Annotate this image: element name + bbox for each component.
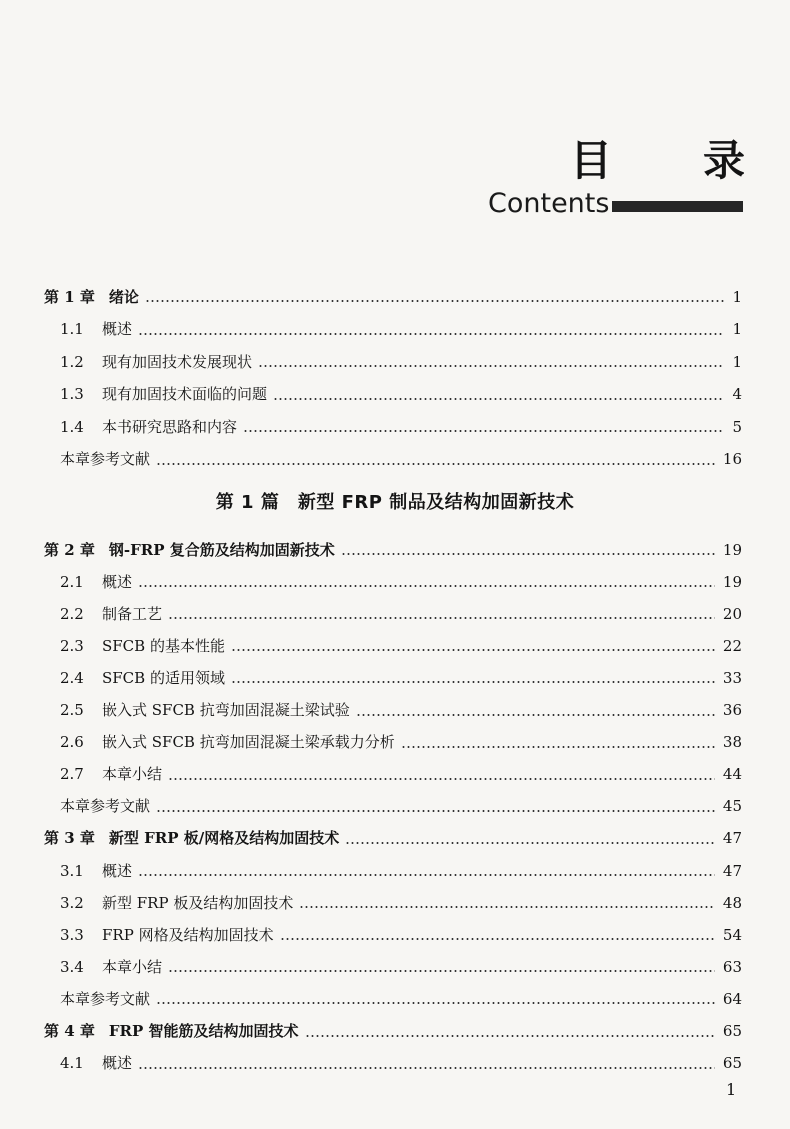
toc-entry-lead (60, 322, 132, 337)
toc-dot-leader (156, 463, 715, 465)
toc-dot-leader (305, 1035, 715, 1037)
toc-entry-section[interactable] (0, 890, 790, 916)
toc-dot-leader (168, 617, 715, 619)
toc-entry-page: 19 (722, 572, 742, 591)
toc-entry-title: 本章参考文献 (60, 797, 151, 816)
toc-dot-leader (356, 714, 715, 716)
toc-entry-number: 第 4 章 (44, 1022, 95, 1040)
toc-entry-lead (44, 287, 139, 306)
toc-dot-leader (345, 842, 715, 844)
toc-entry-lead (60, 352, 253, 371)
toc-entry-page: 36 (722, 701, 742, 719)
toc-dot-leader (231, 681, 715, 683)
toc-dot-leader (138, 1067, 715, 1069)
toc-entry-title: SFCB 的基本性能 (102, 636, 225, 655)
toc-entry-lead (60, 735, 395, 750)
toc-entry-number: 1.4 (60, 417, 84, 436)
toc-entry-page: 1 (732, 287, 742, 306)
toc-entry-section[interactable] (0, 954, 790, 980)
toc-entry-lead (60, 417, 238, 436)
toc-entry-page: 22 (722, 636, 742, 655)
part-heading: 第 1 篇 新型 FRP 制品及结构加固新技术 (215, 492, 575, 513)
toc-entry-section[interactable] (0, 601, 790, 627)
toc-entry-page: 1 (732, 352, 742, 371)
toc-entry-number: 2.4 (60, 668, 84, 687)
toc-dot-leader (258, 365, 724, 367)
toc-entry-page: 45 (722, 797, 742, 816)
toc-entry-page: 38 (722, 733, 742, 752)
toc-entry-section[interactable] (0, 922, 790, 948)
toc-entry-page: 1 (732, 320, 742, 338)
toc-entry-page: 5 (732, 417, 742, 436)
toc-entry-title: 新型 FRP 板/网格及结构加固技术 (108, 829, 340, 848)
toc-entry-page: 48 (722, 893, 742, 912)
toc-entry-page: 65 (722, 1022, 742, 1040)
toc-entry-section[interactable] (0, 414, 790, 440)
toc-entry-lead (60, 861, 133, 880)
toc-entry-title: 概述 (102, 861, 133, 880)
footer-page-number: 1 (726, 1080, 737, 1099)
toc-entry-page: 4 (732, 385, 742, 403)
toc-entry-page: 47 (722, 861, 742, 880)
toc-dot-leader (341, 553, 715, 555)
toc-dot-leader (138, 585, 715, 587)
toc-entry-number: 3.3 (60, 925, 84, 944)
toc-entry-number: 3.4 (60, 957, 84, 976)
toc-header-english: Contents (488, 188, 610, 219)
toc-entry-number: 1.1 (60, 320, 84, 338)
toc-entry-title: 本书研究思路和内容 (102, 417, 238, 436)
toc-entry-chapter[interactable] (0, 284, 790, 310)
toc-entry-section[interactable] (0, 317, 790, 343)
toc-entry-page: 33 (722, 668, 742, 687)
toc-entry-section[interactable] (0, 569, 790, 595)
toc-entry-number: 2.5 (60, 701, 84, 719)
toc-entry-page: 16 (722, 450, 742, 468)
toc-entry-title: 概述 (102, 320, 133, 338)
toc-entry-number: 2.6 (60, 733, 84, 752)
toc-entry-lead (60, 668, 225, 687)
toc-entry-lead (60, 799, 150, 814)
toc-entry-title: 概述 (102, 1054, 133, 1073)
toc-entry-title: 本章小结 (102, 765, 163, 784)
toc-entry-lead (60, 1056, 132, 1071)
toc-entry-title: 本章参考文献 (60, 989, 151, 1008)
toc-entry-lead (44, 1024, 299, 1039)
toc-entry-title: 新型 FRP 板及结构加固技术 (102, 893, 294, 912)
toc-entry-section[interactable] (0, 730, 790, 756)
toc-entry-section[interactable] (0, 382, 790, 408)
toc-entry-number: 第 3 章 (44, 829, 95, 848)
toc-entry-chapter[interactable] (0, 537, 790, 563)
toc-entry-section[interactable] (0, 698, 790, 724)
toc-dot-leader (299, 906, 715, 908)
toc-dot-leader (401, 746, 715, 748)
toc-entry-title: 现有加固技术面临的问题 (102, 385, 268, 403)
toc-entry-ref[interactable] (0, 986, 790, 1012)
toc-entry-ref[interactable] (0, 447, 790, 473)
toc-entry-section[interactable] (0, 762, 790, 788)
toc-entry-section[interactable] (0, 665, 790, 691)
toc-entry-title: 嵌入式 SFCB 抗弯加固混凝土梁试验 (102, 701, 350, 719)
toc-entry-page: 65 (722, 1054, 742, 1073)
toc-entry-lead (60, 925, 274, 944)
toc-entry-number: 2.1 (60, 572, 84, 591)
toc-header-title (570, 136, 745, 185)
toc-entry-page: 47 (722, 829, 742, 848)
toc-dot-leader (273, 398, 724, 400)
toc-entry-lead (60, 957, 163, 976)
toc-dot-leader (280, 938, 715, 940)
toc-entry-lead (60, 572, 133, 591)
toc-entry-title: 钢-FRP 复合筋及结构加固新技术 (108, 540, 335, 559)
toc-entry-title: FRP 智能筋及结构加固技术 (108, 1022, 299, 1040)
toc-entry-title: FRP 网格及结构加固技术 (102, 925, 274, 944)
toc-entry-title: 本章小结 (102, 957, 163, 976)
toc-entry-ref[interactable] (0, 794, 790, 820)
toc-dot-leader (145, 300, 724, 302)
toc-entry-chapter[interactable] (0, 1019, 790, 1045)
toc-entry-number: 2.3 (60, 636, 84, 655)
toc-entry-lead (44, 831, 339, 846)
toc-entry-title: 绪论 (108, 287, 139, 306)
toc-entry-title: 概述 (102, 572, 133, 591)
toc-entry-lead (60, 989, 151, 1008)
toc-entry-page: 44 (722, 765, 742, 784)
toc-entry-lead (60, 636, 225, 655)
toc-entry-lead (44, 540, 335, 559)
toc-entry-number: 2.7 (60, 765, 84, 784)
toc-title-char-2: 录 (702, 136, 745, 185)
toc-dot-leader (138, 333, 724, 335)
toc-title-char-1: 目 (570, 136, 613, 185)
toc-entry-title: SFCB 的适用领域 (102, 668, 225, 687)
toc-entry-page: 54 (722, 925, 742, 944)
toc-entry-section[interactable] (0, 858, 790, 884)
toc-entry-lead (60, 703, 350, 718)
toc-entry-title: 嵌入式 SFCB 抗弯加固混凝土梁承载力分析 (102, 733, 395, 752)
toc-entry-number: 1.3 (60, 385, 84, 403)
toc-dot-leader (168, 778, 715, 780)
toc-dot-leader (168, 970, 715, 972)
toc-dot-leader (156, 810, 715, 812)
toc-entry-page: 19 (722, 540, 742, 559)
toc-entry-number: 3.1 (60, 861, 84, 880)
toc-entry-title: 本章参考文献 (60, 450, 151, 468)
toc-entry-lead (60, 893, 294, 912)
toc-entry-number: 1.2 (60, 352, 84, 371)
toc-entry-section[interactable] (0, 349, 790, 375)
toc-entry-lead (60, 387, 267, 402)
toc-entry-page: 64 (722, 989, 742, 1008)
toc-entry-lead (60, 767, 162, 782)
toc-entry-number: 3.2 (60, 893, 84, 912)
toc-dot-leader (231, 649, 715, 651)
toc-entry-chapter[interactable] (0, 826, 790, 852)
toc-entry-section[interactable] (0, 1051, 790, 1077)
toc-entry-title: 现有加固技术发展现状 (102, 352, 253, 371)
toc-dot-leader (138, 874, 715, 876)
toc-entry-page: 63 (722, 957, 742, 976)
toc-entry-section[interactable] (0, 633, 790, 659)
toc-entry-number: 第 1 章 (44, 287, 95, 306)
toc-entry-page: 20 (722, 604, 742, 623)
toc-entry-title: 制备工艺 (102, 604, 163, 623)
toc-entry-number: 2.2 (60, 604, 84, 623)
header-decorative-bar (612, 201, 743, 212)
toc-entry-lead (60, 452, 150, 467)
toc-dot-leader (156, 1002, 715, 1004)
toc-dot-leader (243, 430, 724, 432)
toc-entry-number: 4.1 (60, 1054, 84, 1073)
toc-entry-number: 第 2 章 (44, 540, 95, 559)
toc-entry-lead (60, 604, 163, 623)
